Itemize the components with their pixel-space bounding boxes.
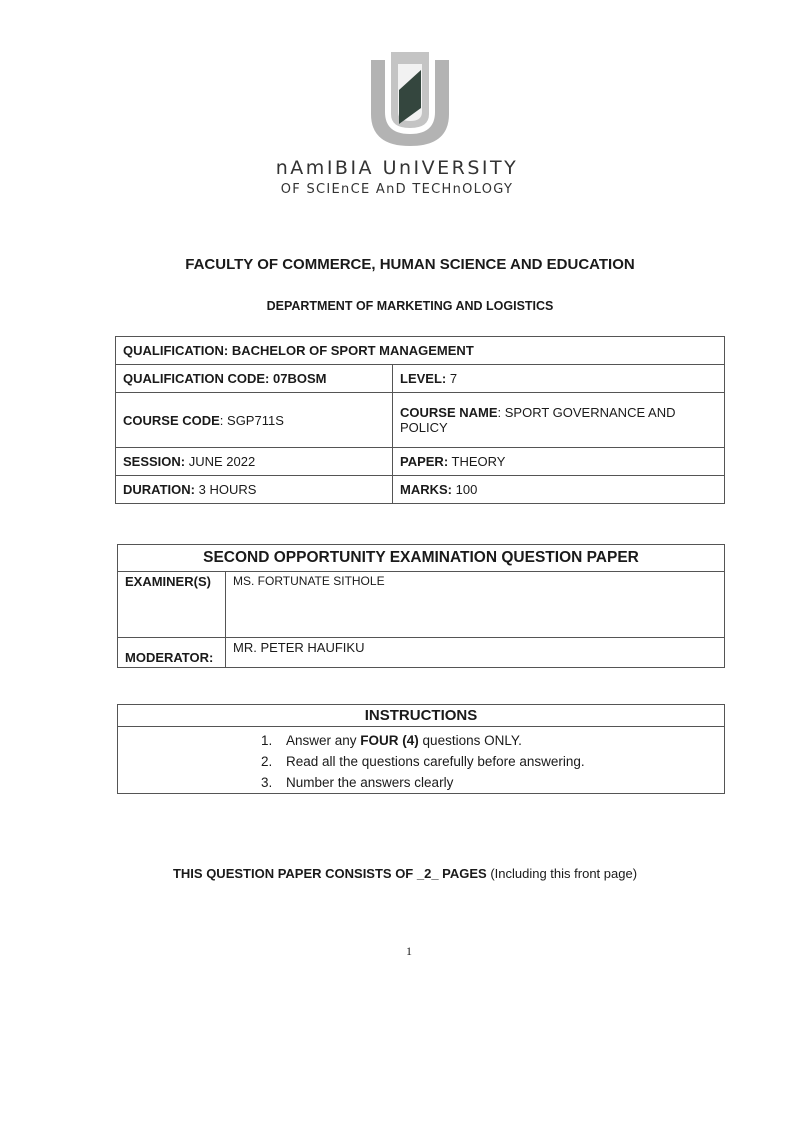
- qualification-code-label: QUALIFICATION CODE:: [123, 371, 270, 386]
- table-row: [116, 448, 725, 476]
- duration-label: DURATION:: [123, 482, 195, 497]
- page-count-statement: [0, 866, 794, 881]
- table-row: [116, 337, 725, 365]
- page-count-note: (Including this front page): [486, 866, 638, 881]
- table-row: [118, 572, 725, 638]
- item-emphasis: FOUR (4): [360, 732, 419, 748]
- marks-label: MARKS:: [400, 482, 452, 497]
- duration-value: 3 HOURS: [198, 482, 257, 497]
- qualification-cell: [116, 337, 725, 365]
- list-item: [261, 751, 724, 772]
- item-text: questions ONLY.: [418, 732, 522, 748]
- table-row: [116, 476, 725, 504]
- item-number: 3.: [261, 774, 273, 790]
- course-code-value: : SGP711S: [219, 412, 284, 428]
- examiner-value: MS. FORTUNATE SITHOLE: [226, 572, 725, 638]
- item-number: 1.: [261, 732, 273, 748]
- item-text: Read all the questions carefully before answering.: [286, 753, 585, 769]
- table-row: [118, 705, 725, 727]
- level-value: 7: [449, 371, 458, 386]
- faculty-heading: FACULTY OF COMMERCE, HUMAN SCIENCE AND EDUCATION: [185, 256, 635, 273]
- paper-cell: [393, 448, 725, 476]
- table-row: [118, 727, 725, 794]
- table-row: [116, 393, 725, 448]
- course-code-cell: [116, 393, 393, 448]
- marks-cell: [393, 476, 725, 504]
- qualification-value: BACHELOR OF SPORT MANAGEMENT: [231, 343, 474, 358]
- list-item: [261, 730, 724, 751]
- course-name-value: : SPORT GOVERNANCE AND POLICY: [400, 405, 676, 435]
- table-row: [118, 638, 725, 668]
- duration-cell: [116, 476, 393, 504]
- course-code-label: COURSE CODE: [123, 412, 220, 428]
- examiner-label: EXAMINER(S): [118, 572, 226, 638]
- university-logo: [367, 50, 453, 148]
- paper-label: PAPER:: [400, 454, 449, 469]
- list-item: [261, 772, 724, 793]
- course-name-cell: [393, 393, 725, 448]
- marks-value: 100: [455, 482, 478, 497]
- level-label: LEVEL:: [400, 371, 447, 386]
- qualification-details-table: [115, 336, 725, 504]
- instructions-list: [118, 728, 724, 793]
- item-text: Answer any: [286, 732, 361, 748]
- qualification-code-cell: [116, 365, 393, 393]
- session-label: SESSION:: [123, 454, 186, 469]
- qualification-label: QUALIFICATION:: [123, 343, 229, 358]
- paper-value: THEORY: [451, 454, 506, 469]
- table-row: [118, 545, 725, 572]
- department-heading: DEPARTMENT OF MARKETING AND LOGISTICS: [266, 299, 554, 313]
- item-number: 2.: [261, 753, 273, 769]
- page-count-bold: THIS QUESTION PAPER CONSISTS OF _2_ PAGES: [172, 866, 487, 881]
- instructions-body: [118, 727, 725, 794]
- session-cell: [116, 448, 393, 476]
- moderator-value: MR. PETER HAUFIKU: [226, 638, 725, 668]
- university-name: nAmIBIA UnIVERSITY: [275, 157, 519, 179]
- moderator-label: MODERATOR:: [118, 638, 226, 668]
- qualification-code-value: 07BOSM: [272, 371, 327, 386]
- instructions-table: [117, 704, 725, 794]
- table-row: [116, 365, 725, 393]
- exam-info-table: [117, 544, 725, 668]
- session-value: JUNE 2022: [188, 454, 256, 469]
- instructions-title: INSTRUCTIONS: [118, 705, 725, 727]
- level-cell: [393, 365, 725, 393]
- university-subtitle: OF SCIEnCE AnD TECHnOLOGY: [280, 182, 514, 197]
- exam-title: SECOND OPPORTUNITY EXAMINATION QUESTION PAPER: [118, 545, 725, 572]
- item-text: Number the answers clearly: [286, 774, 454, 790]
- page-number: 1: [406, 944, 412, 958]
- course-name-label: COURSE NAME: [400, 405, 498, 420]
